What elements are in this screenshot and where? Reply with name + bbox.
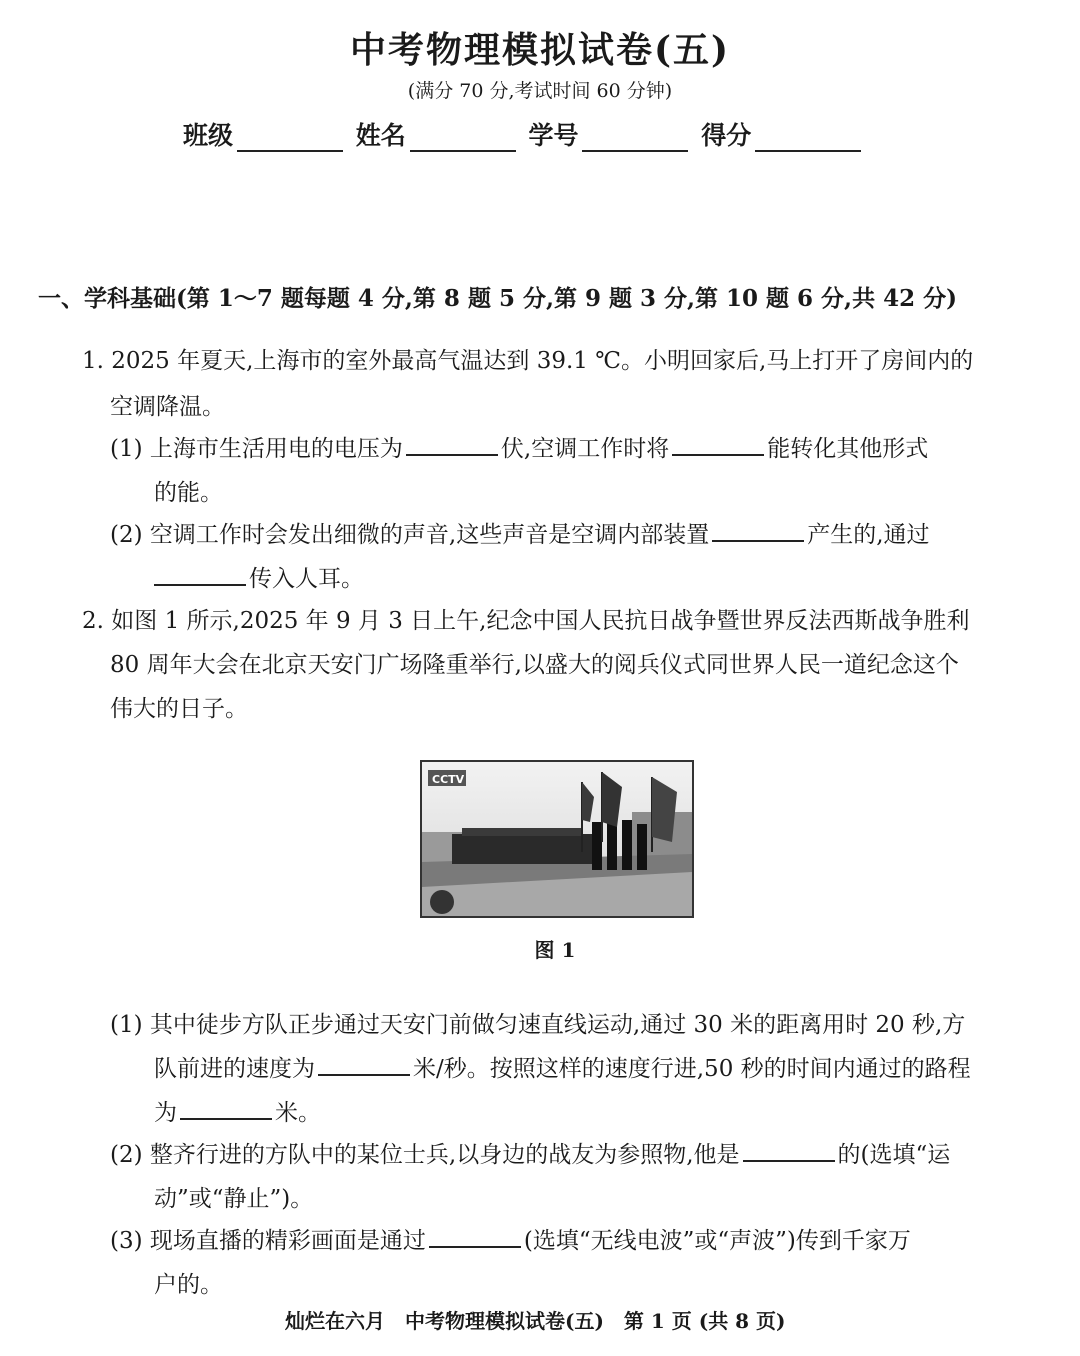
q2-p2-blank-motion[interactable] — [743, 1138, 835, 1162]
q1-part2 — [110, 516, 930, 549]
q1-p1-text-c: 能转化其他形式 — [767, 436, 929, 462]
q2-line2: 80 周年大会在北京天安门广场隆重举行,以盛大的阅兵仪式同世界人民一道纪念这个 — [110, 652, 959, 678]
score-label: 得分 — [701, 121, 752, 150]
q2-p3-text-c: 户的。 — [154, 1272, 223, 1298]
student-info-row — [183, 116, 865, 152]
q2-part1-cont — [154, 1094, 321, 1127]
q1-part2-cont — [154, 560, 364, 593]
exam-subtitle: (满分 70 分,考试时间 60 分钟) — [407, 80, 673, 102]
q2-p1-text-b: 队前进的速度为 — [154, 1056, 315, 1082]
figure-caption: 图 1 — [534, 938, 576, 962]
q2-p3-text-b: (选填“无线电波”或“声波”)传到千家万 — [523, 1228, 911, 1254]
q2-line1: 2. 如图 1 所示,2025 年 9 月 3 日上午,纪念中国人民抗日战争暨世界反法西斯战争胜利 — [82, 608, 970, 634]
q1-line2: 空调降温。 — [110, 394, 225, 420]
class-blank[interactable] — [237, 124, 343, 152]
q2-p1-blank-distance[interactable] — [180, 1096, 272, 1120]
parade-illustration — [422, 762, 692, 916]
student-id-blank[interactable] — [582, 124, 688, 152]
q1-p1-text-d: 的能。 — [154, 480, 223, 506]
q2-p1-line1: (1) 其中徒步方队正步通过天安门前做匀速直线运动,通过 30 米的距离用时 20 秒,方 — [110, 1012, 966, 1038]
score-blank[interactable] — [755, 124, 861, 152]
class-label: 班级 — [183, 121, 234, 150]
q2-p2-text-a: (2) 整齐行进的方队中的某位士兵,以身边的战友为参照物,他是 — [110, 1142, 740, 1168]
name-blank[interactable] — [410, 124, 516, 152]
q2-line3: 伟大的日子。 — [110, 696, 248, 722]
q1-p1-text-b: 伏,空调工作时将 — [500, 436, 670, 462]
q1-p2-blank-medium[interactable] — [154, 562, 246, 586]
q2-p1-blank-speed[interactable] — [318, 1052, 410, 1076]
q2-p1-text-d: 为 — [154, 1100, 177, 1126]
parade-photo — [420, 760, 694, 918]
q2-p2-text-b: 的(选填“运 — [837, 1142, 951, 1168]
q2-p2-text-c: 动”或“静止”)。 — [154, 1186, 314, 1212]
q1-p1-blank-voltage[interactable] — [406, 432, 498, 456]
student-id-label: 学号 — [528, 121, 579, 150]
name-label: 姓名 — [355, 121, 406, 150]
q2-part3 — [110, 1222, 911, 1255]
q2-p3-blank-wave[interactable] — [429, 1224, 521, 1248]
q2-part2 — [110, 1136, 950, 1169]
cctv-logo: CCTV — [432, 773, 465, 786]
q2-p1-text-e: 米。 — [275, 1100, 321, 1126]
q1-p2-text-c: 传入人耳。 — [249, 566, 364, 592]
page-footer: 灿烂在六月 中考物理模拟试卷(五) 第 1 页 (共 8 页) — [285, 1309, 786, 1333]
section-heading: 一、学科基础(第 1～7 题每题 4 分,第 8 题 5 分,第 9 题 3 分,第 10 题 6 分,共 42 分) — [38, 285, 957, 312]
q1-p2-blank-source[interactable] — [712, 518, 804, 542]
exam-title: 中考物理模拟试卷(五) — [349, 29, 731, 71]
q1-p2-text-b: 产生的,通过 — [807, 522, 930, 548]
q1-p1-blank-energy[interactable] — [672, 432, 764, 456]
q2-p1-text-c: 米/秒。按照这样的速度行进,50 秒的时间内通过的路程 — [413, 1056, 971, 1082]
q1-line1: 1. 2025 年夏天,上海市的室外最高气温达到 39.1 ℃。小明回家后,马上打开了房间内的 — [82, 348, 974, 374]
q1-part1 — [110, 430, 928, 463]
q1-p2-text-a: (2) 空调工作时会发出细微的声音,这些声音是空调内部装置 — [110, 522, 710, 548]
q2-part1 — [154, 1050, 971, 1083]
q2-p3-text-a: (3) 现场直播的精彩画面是通过 — [110, 1228, 426, 1254]
q1-p1-text-a: (1) 上海市生活用电的电压为 — [110, 436, 403, 462]
